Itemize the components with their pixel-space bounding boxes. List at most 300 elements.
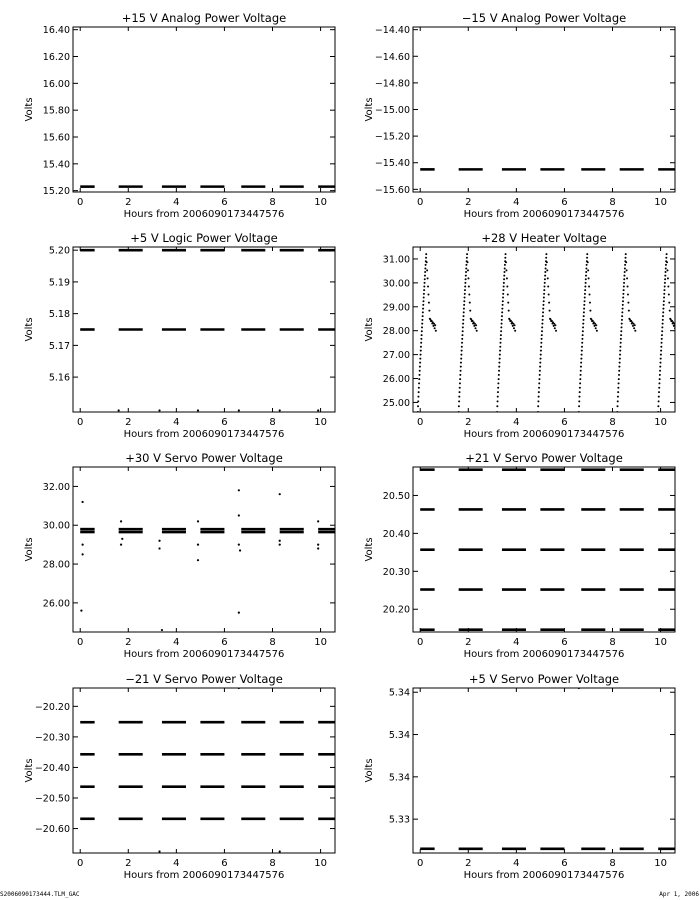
data-point <box>595 327 597 329</box>
data-point <box>464 289 466 291</box>
data-point <box>417 411 419 413</box>
data-point <box>662 319 664 321</box>
data-point <box>662 323 664 325</box>
data-point <box>505 261 507 263</box>
data-point <box>426 261 428 263</box>
data-point <box>462 330 464 332</box>
data-point <box>473 325 475 327</box>
x-tick-label: 2 <box>465 197 472 208</box>
data-point <box>422 315 424 317</box>
data-point <box>621 323 623 325</box>
data-point <box>634 324 636 326</box>
data-point <box>617 387 619 389</box>
data-point <box>474 327 476 329</box>
data-point <box>541 330 543 332</box>
x-tick-label: 0 <box>417 858 424 869</box>
data-point <box>425 257 427 259</box>
data-point <box>461 334 463 336</box>
data-point <box>424 275 426 277</box>
data-point <box>673 325 675 327</box>
data-point <box>619 350 621 352</box>
data-point <box>538 387 540 389</box>
data-point <box>541 334 543 336</box>
y-tick-label: −14.40 <box>374 25 410 37</box>
data-point <box>462 326 464 328</box>
data-point <box>467 269 469 271</box>
data-point <box>502 293 504 295</box>
x-tick-label: 8 <box>269 197 276 208</box>
plot-frame <box>413 247 675 412</box>
data-point <box>625 253 627 255</box>
data-point <box>121 538 123 540</box>
data-point <box>504 264 506 266</box>
data-point <box>459 391 461 393</box>
x-tick-label: 10 <box>314 637 327 648</box>
data-point <box>417 405 419 407</box>
data-point <box>424 267 426 269</box>
data-point <box>460 366 462 368</box>
data-point <box>622 308 624 310</box>
y-tick-label: 15.20 <box>42 186 70 198</box>
data-point <box>622 293 624 295</box>
chart-panel-7 <box>24 672 335 881</box>
data-point <box>581 346 583 348</box>
y-tick-label: 5.33 <box>388 814 410 826</box>
data-point <box>544 278 546 280</box>
data-point <box>623 289 625 291</box>
y-tick-label: 5.17 <box>48 340 70 352</box>
data-point <box>463 308 465 310</box>
x-axis-label: Hours from 2006090173447576 <box>123 429 285 440</box>
data-point <box>554 324 556 326</box>
data-point <box>158 547 160 549</box>
data-point <box>423 297 425 299</box>
data-point <box>435 330 437 332</box>
data-point <box>625 257 627 259</box>
data-point <box>464 293 466 295</box>
plot-area <box>420 470 675 630</box>
data-point <box>462 319 464 321</box>
data-point <box>502 289 504 291</box>
data-point <box>582 330 584 332</box>
data-point <box>238 489 240 491</box>
y-tick-label: −20.60 <box>34 824 70 836</box>
data-point <box>618 378 620 380</box>
x-tick-label: 2 <box>465 637 472 648</box>
y-axis-label: Volts <box>24 317 35 342</box>
data-point <box>420 346 422 348</box>
data-point <box>658 382 660 384</box>
data-point <box>458 396 460 398</box>
y-tick-label: 28.00 <box>42 559 70 571</box>
data-point <box>540 350 542 352</box>
data-point <box>82 553 84 555</box>
data-point <box>458 400 460 402</box>
data-point <box>496 405 498 407</box>
data-point <box>540 354 542 356</box>
y-tick-label: 5.34 <box>388 687 410 699</box>
data-point <box>618 366 620 368</box>
x-tick-label: 8 <box>609 197 616 208</box>
data-point <box>661 330 663 332</box>
data-point <box>120 544 122 546</box>
data-point <box>667 285 669 287</box>
plot-frame <box>73 27 335 192</box>
data-point <box>624 264 626 266</box>
data-point <box>622 297 624 299</box>
data-point <box>418 387 420 389</box>
data-point <box>460 370 462 372</box>
data-point <box>279 493 281 495</box>
data-point <box>582 319 584 321</box>
x-tick-label: 2 <box>125 858 132 869</box>
y-tick-label: 29.00 <box>382 302 410 314</box>
x-axis-label: Hours from 2006090173447576 <box>123 649 285 660</box>
data-point <box>420 338 422 340</box>
data-point <box>659 374 661 376</box>
data-point <box>634 330 636 332</box>
data-point <box>543 289 545 291</box>
data-point <box>541 326 543 328</box>
data-point <box>580 366 582 368</box>
data-point <box>660 346 662 348</box>
data-point <box>544 282 546 284</box>
data-point <box>505 269 507 271</box>
y-tick-label: 20.20 <box>382 604 410 616</box>
data-point <box>674 327 676 329</box>
data-point <box>661 326 663 328</box>
data-point <box>583 311 585 313</box>
data-point <box>548 302 550 304</box>
data-point <box>501 311 503 313</box>
data-point <box>459 378 461 380</box>
data-point <box>659 370 661 372</box>
y-tick-label: 20.40 <box>382 528 410 540</box>
data-point <box>664 286 666 288</box>
data-point <box>620 330 622 332</box>
data-point <box>498 366 500 368</box>
data-point <box>423 289 425 291</box>
data-point <box>661 334 663 336</box>
data-point <box>582 326 584 328</box>
x-axis-label: Hours from 2006090173447576 <box>123 870 285 881</box>
chart-panel-5 <box>24 451 335 660</box>
data-point <box>458 405 460 407</box>
data-point <box>580 362 582 364</box>
x-tick-label: 4 <box>173 858 180 869</box>
y-tick-label: −14.80 <box>374 78 410 90</box>
data-point <box>421 323 423 325</box>
data-point <box>464 282 466 284</box>
data-point <box>427 294 429 296</box>
data-point <box>581 342 583 344</box>
data-point <box>537 400 539 402</box>
data-point <box>620 338 622 340</box>
data-point <box>475 324 477 326</box>
data-point <box>538 378 540 380</box>
data-point <box>466 253 468 255</box>
data-point <box>504 267 506 269</box>
data-point <box>418 374 420 376</box>
data-point <box>500 326 502 328</box>
data-point <box>585 278 587 280</box>
data-point <box>675 324 677 326</box>
x-tick-label: 6 <box>561 858 568 869</box>
data-point <box>666 269 668 271</box>
data-point <box>582 323 584 325</box>
x-tick-label: 8 <box>269 637 276 648</box>
data-point <box>543 293 545 295</box>
chart-panel-3 <box>24 231 335 440</box>
data-point <box>503 275 505 277</box>
data-point <box>468 294 470 296</box>
data-point <box>469 310 471 312</box>
data-point <box>658 396 660 398</box>
chart-title: +5 V Logic Power Voltage <box>130 231 278 245</box>
data-point <box>663 293 665 295</box>
data-point <box>82 544 84 546</box>
data-point <box>583 304 585 306</box>
y-tick-label: 15.80 <box>42 105 70 117</box>
data-point <box>424 278 426 280</box>
data-point <box>627 285 629 287</box>
y-tick-label: 31.00 <box>382 254 410 266</box>
data-point <box>539 374 541 376</box>
data-point <box>659 378 661 380</box>
data-point <box>428 310 430 312</box>
data-point <box>238 409 240 411</box>
data-point <box>620 342 622 344</box>
x-tick-label: 0 <box>417 637 424 648</box>
data-point <box>427 285 429 287</box>
data-point <box>584 293 586 295</box>
data-point <box>624 271 626 273</box>
data-point <box>582 334 584 336</box>
data-point <box>663 304 665 306</box>
data-point <box>596 330 598 332</box>
data-point <box>589 310 591 312</box>
data-point <box>664 282 666 284</box>
y-axis-label: Volts <box>24 537 35 562</box>
x-tick-label: 4 <box>513 858 520 869</box>
data-point <box>514 330 516 332</box>
y-tick-label: 25.00 <box>382 397 410 409</box>
data-point <box>499 358 501 360</box>
data-point <box>545 264 547 266</box>
data-point <box>584 300 586 302</box>
x-axis-label: Hours from 2006090173447576 <box>463 649 625 660</box>
data-point <box>621 311 623 313</box>
data-point <box>469 302 471 304</box>
x-axis-label: Hours from 2006090173447576 <box>123 209 285 220</box>
data-point <box>662 311 664 313</box>
data-point <box>499 354 501 356</box>
y-tick-label: −20.40 <box>34 762 70 774</box>
data-point <box>663 300 665 302</box>
data-point <box>539 366 541 368</box>
plot-area <box>417 253 677 413</box>
x-tick-label: 10 <box>314 417 327 428</box>
data-point <box>424 271 426 273</box>
x-tick-label: 4 <box>513 197 520 208</box>
data-point <box>618 374 620 376</box>
y-tick-label: 27.00 <box>382 350 410 362</box>
data-point <box>542 304 544 306</box>
data-point <box>505 253 507 255</box>
data-point <box>619 354 621 356</box>
data-point <box>496 411 498 413</box>
data-point <box>238 687 240 689</box>
y-tick-label: 20.50 <box>382 490 410 502</box>
data-point <box>579 391 581 393</box>
chart-panel-4 <box>364 231 677 440</box>
data-point <box>580 370 582 372</box>
data-point <box>668 294 670 296</box>
source-filename: S2006090173444.TLM_GAC <box>0 891 80 898</box>
data-point <box>624 267 626 269</box>
y-tick-label: −15.60 <box>374 184 410 196</box>
data-point <box>463 304 465 306</box>
data-point <box>587 269 589 271</box>
y-tick-label: −20.20 <box>34 701 70 713</box>
y-tick-label: 16.40 <box>42 25 70 37</box>
data-point <box>513 327 515 329</box>
data-point <box>419 362 421 364</box>
data-point <box>466 257 468 259</box>
y-tick-label: 5.18 <box>48 309 70 321</box>
data-point <box>666 261 668 263</box>
data-point <box>498 362 500 364</box>
y-tick-label: 26.00 <box>382 374 410 386</box>
data-point <box>508 310 510 312</box>
x-tick-label: 6 <box>221 637 228 648</box>
data-point <box>467 277 469 279</box>
data-point <box>458 411 460 413</box>
data-point <box>422 308 424 310</box>
data-point <box>317 544 319 546</box>
data-point <box>424 282 426 284</box>
data-point <box>279 850 281 852</box>
data-point <box>463 315 465 317</box>
data-point <box>658 391 660 393</box>
data-point <box>158 850 160 852</box>
data-point <box>657 411 659 413</box>
data-point <box>317 520 319 522</box>
data-point <box>581 350 583 352</box>
data-point <box>425 264 427 266</box>
data-point <box>547 277 549 279</box>
data-point <box>434 324 436 326</box>
x-tick-label: 4 <box>513 417 520 428</box>
data-point <box>626 269 628 271</box>
data-point <box>546 269 548 271</box>
data-point <box>668 302 670 304</box>
y-tick-label: −15.00 <box>374 105 410 116</box>
data-point <box>502 304 504 306</box>
x-tick-label: 8 <box>269 417 276 428</box>
data-point <box>504 257 506 259</box>
data-point <box>554 327 556 329</box>
data-point <box>512 325 514 327</box>
chart-title: +28 V Heater Voltage <box>481 231 607 245</box>
data-point <box>467 261 469 263</box>
data-point <box>317 547 319 549</box>
data-point <box>503 278 505 280</box>
data-point <box>588 285 590 287</box>
y-tick-label: 30.00 <box>42 520 70 532</box>
x-tick-label: 10 <box>314 858 327 869</box>
data-point <box>580 374 582 376</box>
data-point <box>617 391 619 393</box>
x-axis-label: Hours from 2006090173447576 <box>463 209 625 220</box>
data-point <box>161 629 163 631</box>
data-point <box>628 310 630 312</box>
data-point <box>80 610 82 612</box>
data-point <box>617 396 619 398</box>
data-point <box>539 370 541 372</box>
data-point <box>499 350 501 352</box>
data-point <box>418 391 420 393</box>
data-point <box>420 342 422 344</box>
data-point <box>665 271 667 273</box>
data-point <box>544 275 546 277</box>
data-point <box>625 261 627 263</box>
data-point <box>417 396 419 398</box>
data-point <box>619 346 621 348</box>
data-point <box>465 271 467 273</box>
data-point <box>586 253 588 255</box>
y-axis-label: Volts <box>24 97 35 122</box>
data-point <box>661 338 663 340</box>
data-point <box>627 294 629 296</box>
data-point <box>581 338 583 340</box>
data-point <box>540 342 542 344</box>
data-point <box>238 514 240 516</box>
data-point <box>658 387 660 389</box>
data-point <box>476 330 478 332</box>
data-point <box>197 409 199 411</box>
data-point <box>500 330 502 332</box>
data-point <box>660 358 662 360</box>
data-point <box>581 354 583 356</box>
data-point <box>618 382 620 384</box>
data-point <box>463 300 465 302</box>
data-point <box>585 275 587 277</box>
data-point <box>501 315 503 317</box>
data-point <box>500 338 502 340</box>
y-tick-label: 30.00 <box>382 278 410 290</box>
x-tick-label: 6 <box>561 417 568 428</box>
data-point <box>428 302 430 304</box>
x-tick-label: 10 <box>654 858 667 869</box>
data-point <box>544 286 546 288</box>
data-point <box>501 308 503 310</box>
plot-area <box>80 250 335 411</box>
data-point <box>553 325 555 327</box>
x-tick-label: 0 <box>417 197 424 208</box>
plot-area <box>80 489 335 631</box>
y-tick-label: −20.50 <box>34 793 70 805</box>
data-point <box>506 277 508 279</box>
data-point <box>578 396 580 398</box>
data-point <box>499 342 501 344</box>
data-point <box>627 302 629 304</box>
data-point <box>423 286 425 288</box>
data-point <box>664 278 666 280</box>
x-tick-label: 6 <box>561 197 568 208</box>
data-point <box>580 358 582 360</box>
data-point <box>461 338 463 340</box>
